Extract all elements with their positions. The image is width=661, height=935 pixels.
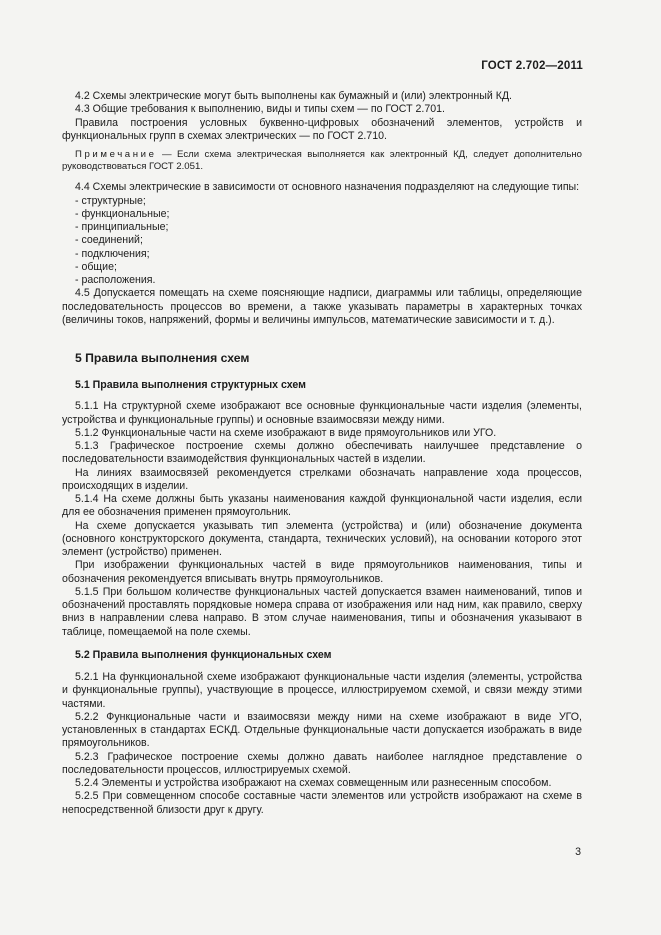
paragraph-5-1-4-type: На схеме допускается указывать тип элемента (устройства) и (или) обозначение документа (основного конструкторского документа, стандарта, технических условий), на основании которого этот элемент (устройство) применен. — [62, 519, 582, 559]
list-item: - подключения; — [75, 247, 150, 260]
note — [62, 149, 582, 173]
paragraph-5-2-3: 5.2.3 Графическое построение схемы должно давать наиболее наглядное представление о последовательности процессов, иллюстрируемых схемой. — [62, 750, 582, 776]
paragraph-5-2-4: 5.2.4 Элементы и устройства изображают на схемах совмещенным или разнесенным способом. — [75, 777, 552, 790]
list-item: - расположения. — [75, 274, 156, 287]
list-item: - принципиальные; — [75, 221, 169, 234]
paragraph-4-2: 4.2 Схемы электрические могут быть выполнены как бумажный и (или) электронный КД. — [75, 90, 512, 102]
paragraph-5-1-2: 5.1.2 Функциональные части на схеме изображают в виде прямоугольников или УГО. — [75, 426, 497, 439]
subsection-5-1-heading: 5.1 Правила выполнения структурных схем — [75, 379, 306, 392]
paragraph-5-1-1: 5.1.1 На структурной схеме изображают все основные функциональные части изделия (элементы, устройства и функциональные группы) и основные взаимосвязи между ними. — [62, 400, 582, 426]
paragraph-5-1-3: 5.1.3 Графическое построение схемы должно обеспечивать наилучшее представление о последовательности взаимодействия функциональных частей в изделии. — [62, 440, 582, 466]
section-5-heading: 5 Правила выполнения схем — [75, 351, 250, 366]
list-item: - функциональные; — [75, 207, 170, 220]
paragraph-5-1-4-rect: При изображении функциональных частей в виде прямоугольников наименования, типы и обозначения рекомендуется вписывать внутрь прямоугольников. — [62, 559, 582, 585]
paragraph-5-1-5: 5.1.5 При большом количестве функциональных частей допускается взамен наименований, типов и обозначений проставлять порядковые номера справа от изображения или над ним, как правило, сверху вниз в направлении слева направо. В этом случае наименования, типы и обозначения указывают в таблице, помещаемой на поле схемы. — [62, 585, 582, 638]
list-item: - структурные; — [75, 194, 146, 207]
paragraph-5-1-4: 5.1.4 На схеме должны быть указаны наименования каждой функциональной части изделия, если для ее обозначения применен прямоугольник. — [62, 493, 582, 519]
paragraph-5-2-2: 5.2.2 Функциональные части и взаимосвязи между ними на схеме изображают в виде УГО, установленных в стандартах ЕСКД. Отдельные функциональные части допускается изображать в виде прямоугольников. — [62, 710, 582, 750]
document-code-header: ГОСТ 2.702—2011 — [481, 60, 583, 72]
paragraph-4-3: 4.3 Общие требования к выполнению, виды и типы схем — по ГОСТ 2.701. — [75, 103, 445, 116]
paragraph-4-3-rules: Правила построения условных буквенно-цифровых обозначений элементов, устройств и функциональных групп в схемах электрических — по ГОСТ 2.710. — [62, 116, 582, 142]
paragraph-4-4: 4.4 Схемы электрические в зависимости от основного назначения подразделяют на следующие типы: — [75, 181, 580, 194]
note-label: Примечание — [75, 149, 157, 160]
subsection-5-2-heading: 5.2 Правила выполнения функциональных схем — [75, 648, 332, 661]
page-number: 3 — [575, 846, 581, 858]
page-body — [62, 90, 582, 817]
paragraph-5-2-5: 5.2.5 При совмещенном способе составные части элементов или устройств изображают на схеме в непосредственной близости друг к другу. — [62, 790, 582, 816]
paragraph-5-2-1: 5.2.1 На функциональной схеме изображают функциональные части изделия (элементы, устройства и функциональные группы), участвующие в процессе, иллюстрируемом схемой, и связи между этими частями. — [62, 671, 582, 710]
paragraph-5-1-3-arrows: На линиях взаимосвязей рекомендуется стрелками обозначать направление хода процессов, происходящих в изделии. — [62, 466, 582, 492]
paragraph-4-5: 4.5 Допускается помещать на схеме поясняющие надписи, диаграммы или таблицы, определяющие последовательность процессов во времени, а также указывать параметры в характерных точках (величины токов, напряжений, формы и величины импульсов, математические зависимости и т. д.). — [62, 287, 582, 326]
list-item: - общие; — [75, 260, 117, 273]
note-text: — Если схема электрическая выполняется как электронный КД, следует дополнительно руководствоваться ГОСТ 2.051. — [62, 149, 582, 173]
list-item: - соединений; — [75, 234, 143, 247]
